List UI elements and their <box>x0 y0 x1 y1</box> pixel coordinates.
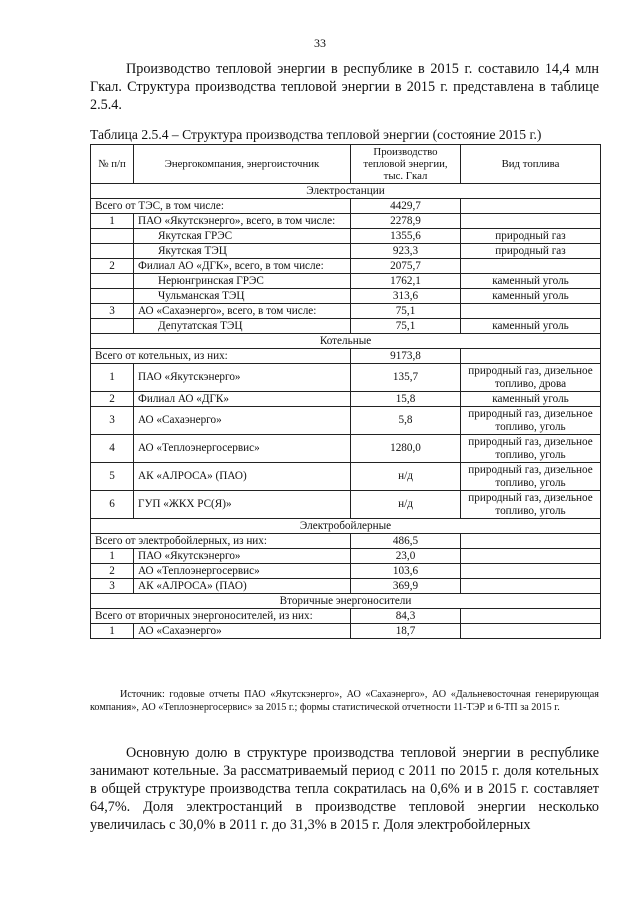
row-fuel: каменный уголь <box>461 319 601 334</box>
table-row <box>91 463 601 491</box>
intro-paragraph: Производство тепловой энергии в республике в 2015 г. составило 14,4 млн Гкал. Структура производства тепловой энергии в 2015 г. представлена в таблице 2.5.4. <box>90 61 599 113</box>
row-value: 1762,1 <box>351 274 461 289</box>
row-number: 2 <box>91 564 134 579</box>
table-row <box>91 289 601 304</box>
header-fuel: Вид топлива <box>461 145 601 184</box>
table-total-row <box>91 534 601 549</box>
row-fuel <box>461 199 601 214</box>
row-name: Нерюнгринская ГРЭС <box>134 274 351 289</box>
table-row <box>91 564 601 579</box>
row-value: 923,3 <box>351 244 461 259</box>
row-name: АО «Теплоэнергосервис» <box>134 435 351 463</box>
row-value: 2278,9 <box>351 214 461 229</box>
section-title: Вторичные энергоносители <box>91 594 601 609</box>
row-value: 2075,7 <box>351 259 461 274</box>
table-row <box>91 259 601 274</box>
heat-production-table <box>90 144 601 639</box>
table-row <box>91 319 601 334</box>
section-title: Электробойлерные <box>91 519 601 534</box>
section-header-row <box>91 334 601 349</box>
table-row <box>91 304 601 319</box>
table-row <box>91 364 601 392</box>
row-value: 18,7 <box>351 624 461 639</box>
row-fuel: каменный уголь <box>461 289 601 304</box>
row-number <box>91 229 134 244</box>
row-value: 15,8 <box>351 392 461 407</box>
row-number: 1 <box>91 624 134 639</box>
row-name: Всего от электробойлерных, из них: <box>91 534 351 549</box>
row-number: 1 <box>91 364 134 392</box>
row-name: АО «Сахаэнерго», всего, в том числе: <box>134 304 351 319</box>
table-row <box>91 435 601 463</box>
row-value: 23,0 <box>351 549 461 564</box>
row-name: ПАО «Якутскэнерго» <box>134 549 351 564</box>
header-source: Энергокомпания, энергоисточник <box>134 145 351 184</box>
table-row <box>91 624 601 639</box>
row-fuel: природный газ, дизельное топливо, уголь <box>461 463 601 491</box>
page-number: 33 <box>314 36 326 50</box>
table-row <box>91 274 601 289</box>
table-total-row <box>91 609 601 624</box>
row-value: 135,7 <box>351 364 461 392</box>
row-fuel <box>461 214 601 229</box>
table-total-row <box>91 199 601 214</box>
row-fuel <box>461 534 601 549</box>
row-number <box>91 274 134 289</box>
row-value: 5,8 <box>351 407 461 435</box>
row-name: Всего от ТЭС, в том числе: <box>91 199 351 214</box>
row-name: Филиал АО «ДГК», всего, в том числе: <box>134 259 351 274</box>
row-value: 4429,7 <box>351 199 461 214</box>
row-fuel <box>461 349 601 364</box>
row-number: 2 <box>91 392 134 407</box>
row-value: 75,1 <box>351 319 461 334</box>
table-row <box>91 491 601 519</box>
table-row <box>91 579 601 594</box>
section-title: Электростанции <box>91 184 601 199</box>
row-name: Якутская ГРЭС <box>134 229 351 244</box>
closing-paragraph: Основную долю в структуре производства тепловой энергии в республике занимают котельные. За рассматриваемый период с 2011 по 2015 г. доля котельных в общей структуре производства тепла сократилась на 0,6% и в 2015 г. составляет 64,7%. Доля электростанций в производстве тепловой энергии несколько увеличилась с 30,0% в 2011 г. до 31,3% в 2015 г. Доля электробойлерных <box>90 745 599 833</box>
row-number: 3 <box>91 579 134 594</box>
row-name: АО «Сахаэнерго» <box>134 624 351 639</box>
table-row <box>91 407 601 435</box>
row-name: Всего от котельных, из них: <box>91 349 351 364</box>
row-fuel: природный газ, дизельное топливо, уголь <box>461 435 601 463</box>
header-production: Производство тепловой энергии, тыс. Гкал <box>351 145 461 184</box>
row-fuel: каменный уголь <box>461 392 601 407</box>
row-number <box>91 319 134 334</box>
row-name: АО «Сахаэнерго» <box>134 407 351 435</box>
row-name: АО «Теплоэнергосервис» <box>134 564 351 579</box>
table-body <box>91 184 601 639</box>
row-value: 103,6 <box>351 564 461 579</box>
row-number: 1 <box>91 214 134 229</box>
row-value: 369,9 <box>351 579 461 594</box>
table-row <box>91 549 601 564</box>
row-fuel: природный газ <box>461 229 601 244</box>
row-fuel: природный газ <box>461 244 601 259</box>
row-number: 3 <box>91 407 134 435</box>
row-number: 5 <box>91 463 134 491</box>
row-fuel: природный газ, дизельное топливо, уголь <box>461 491 601 519</box>
row-fuel <box>461 624 601 639</box>
row-name: АК «АЛРОСА» (ПАО) <box>134 463 351 491</box>
row-number <box>91 289 134 304</box>
row-fuel <box>461 579 601 594</box>
row-number: 1 <box>91 549 134 564</box>
row-name: ПАО «Якутскэнерго» <box>134 364 351 392</box>
section-header-row <box>91 519 601 534</box>
table-row <box>91 229 601 244</box>
row-name: Депутатская ТЭЦ <box>134 319 351 334</box>
source-note: Источник: годовые отчеты ПАО «Якутскэнерго», АО «Сахаэнерго», АО «Дальневосточная генерирующая компания», АО «Теплоэнергосервис» за 2015 г.; формы статистической отчетности 11-ТЭР и 6-ТП за 2015 г. <box>90 689 599 713</box>
section-title: Котельные <box>91 334 601 349</box>
row-fuel: природный газ, дизельное топливо, уголь <box>461 407 601 435</box>
row-value: н/д <box>351 463 461 491</box>
row-value: 313,6 <box>351 289 461 304</box>
row-name: Чульманская ТЭЦ <box>134 289 351 304</box>
row-name: ГУП «ЖКХ РС(Я)» <box>134 491 351 519</box>
row-fuel: каменный уголь <box>461 274 601 289</box>
row-fuel <box>461 259 601 274</box>
table-row <box>91 392 601 407</box>
row-fuel <box>461 549 601 564</box>
row-name: Филиал АО «ДГК» <box>134 392 351 407</box>
row-value: 75,1 <box>351 304 461 319</box>
row-value: 9173,8 <box>351 349 461 364</box>
table-total-row <box>91 349 601 364</box>
table-header-row <box>91 145 601 184</box>
row-fuel <box>461 304 601 319</box>
row-name: ПАО «Якутскэнерго», всего, в том числе: <box>134 214 351 229</box>
section-header-row <box>91 594 601 609</box>
header-number: № п/п <box>91 145 134 184</box>
row-number: 4 <box>91 435 134 463</box>
row-value: 1280,0 <box>351 435 461 463</box>
table-row <box>91 244 601 259</box>
table-caption: Таблица 2.5.4 – Структура производства тепловой энергии (состояние 2015 г.) <box>90 127 542 142</box>
row-number: 2 <box>91 259 134 274</box>
row-name: АК «АЛРОСА» (ПАО) <box>134 579 351 594</box>
row-number: 3 <box>91 304 134 319</box>
row-fuel <box>461 609 601 624</box>
row-value: 486,5 <box>351 534 461 549</box>
row-value: 1355,6 <box>351 229 461 244</box>
row-name: Всего от вторичных энергоносителей, из них: <box>91 609 351 624</box>
row-value: 84,3 <box>351 609 461 624</box>
row-value: н/д <box>351 491 461 519</box>
row-fuel <box>461 564 601 579</box>
row-number <box>91 244 134 259</box>
row-name: Якутская ТЭЦ <box>134 244 351 259</box>
table-row <box>91 214 601 229</box>
row-fuel: природный газ, дизельное топливо, дрова <box>461 364 601 392</box>
row-number: 6 <box>91 491 134 519</box>
section-header-row <box>91 184 601 199</box>
